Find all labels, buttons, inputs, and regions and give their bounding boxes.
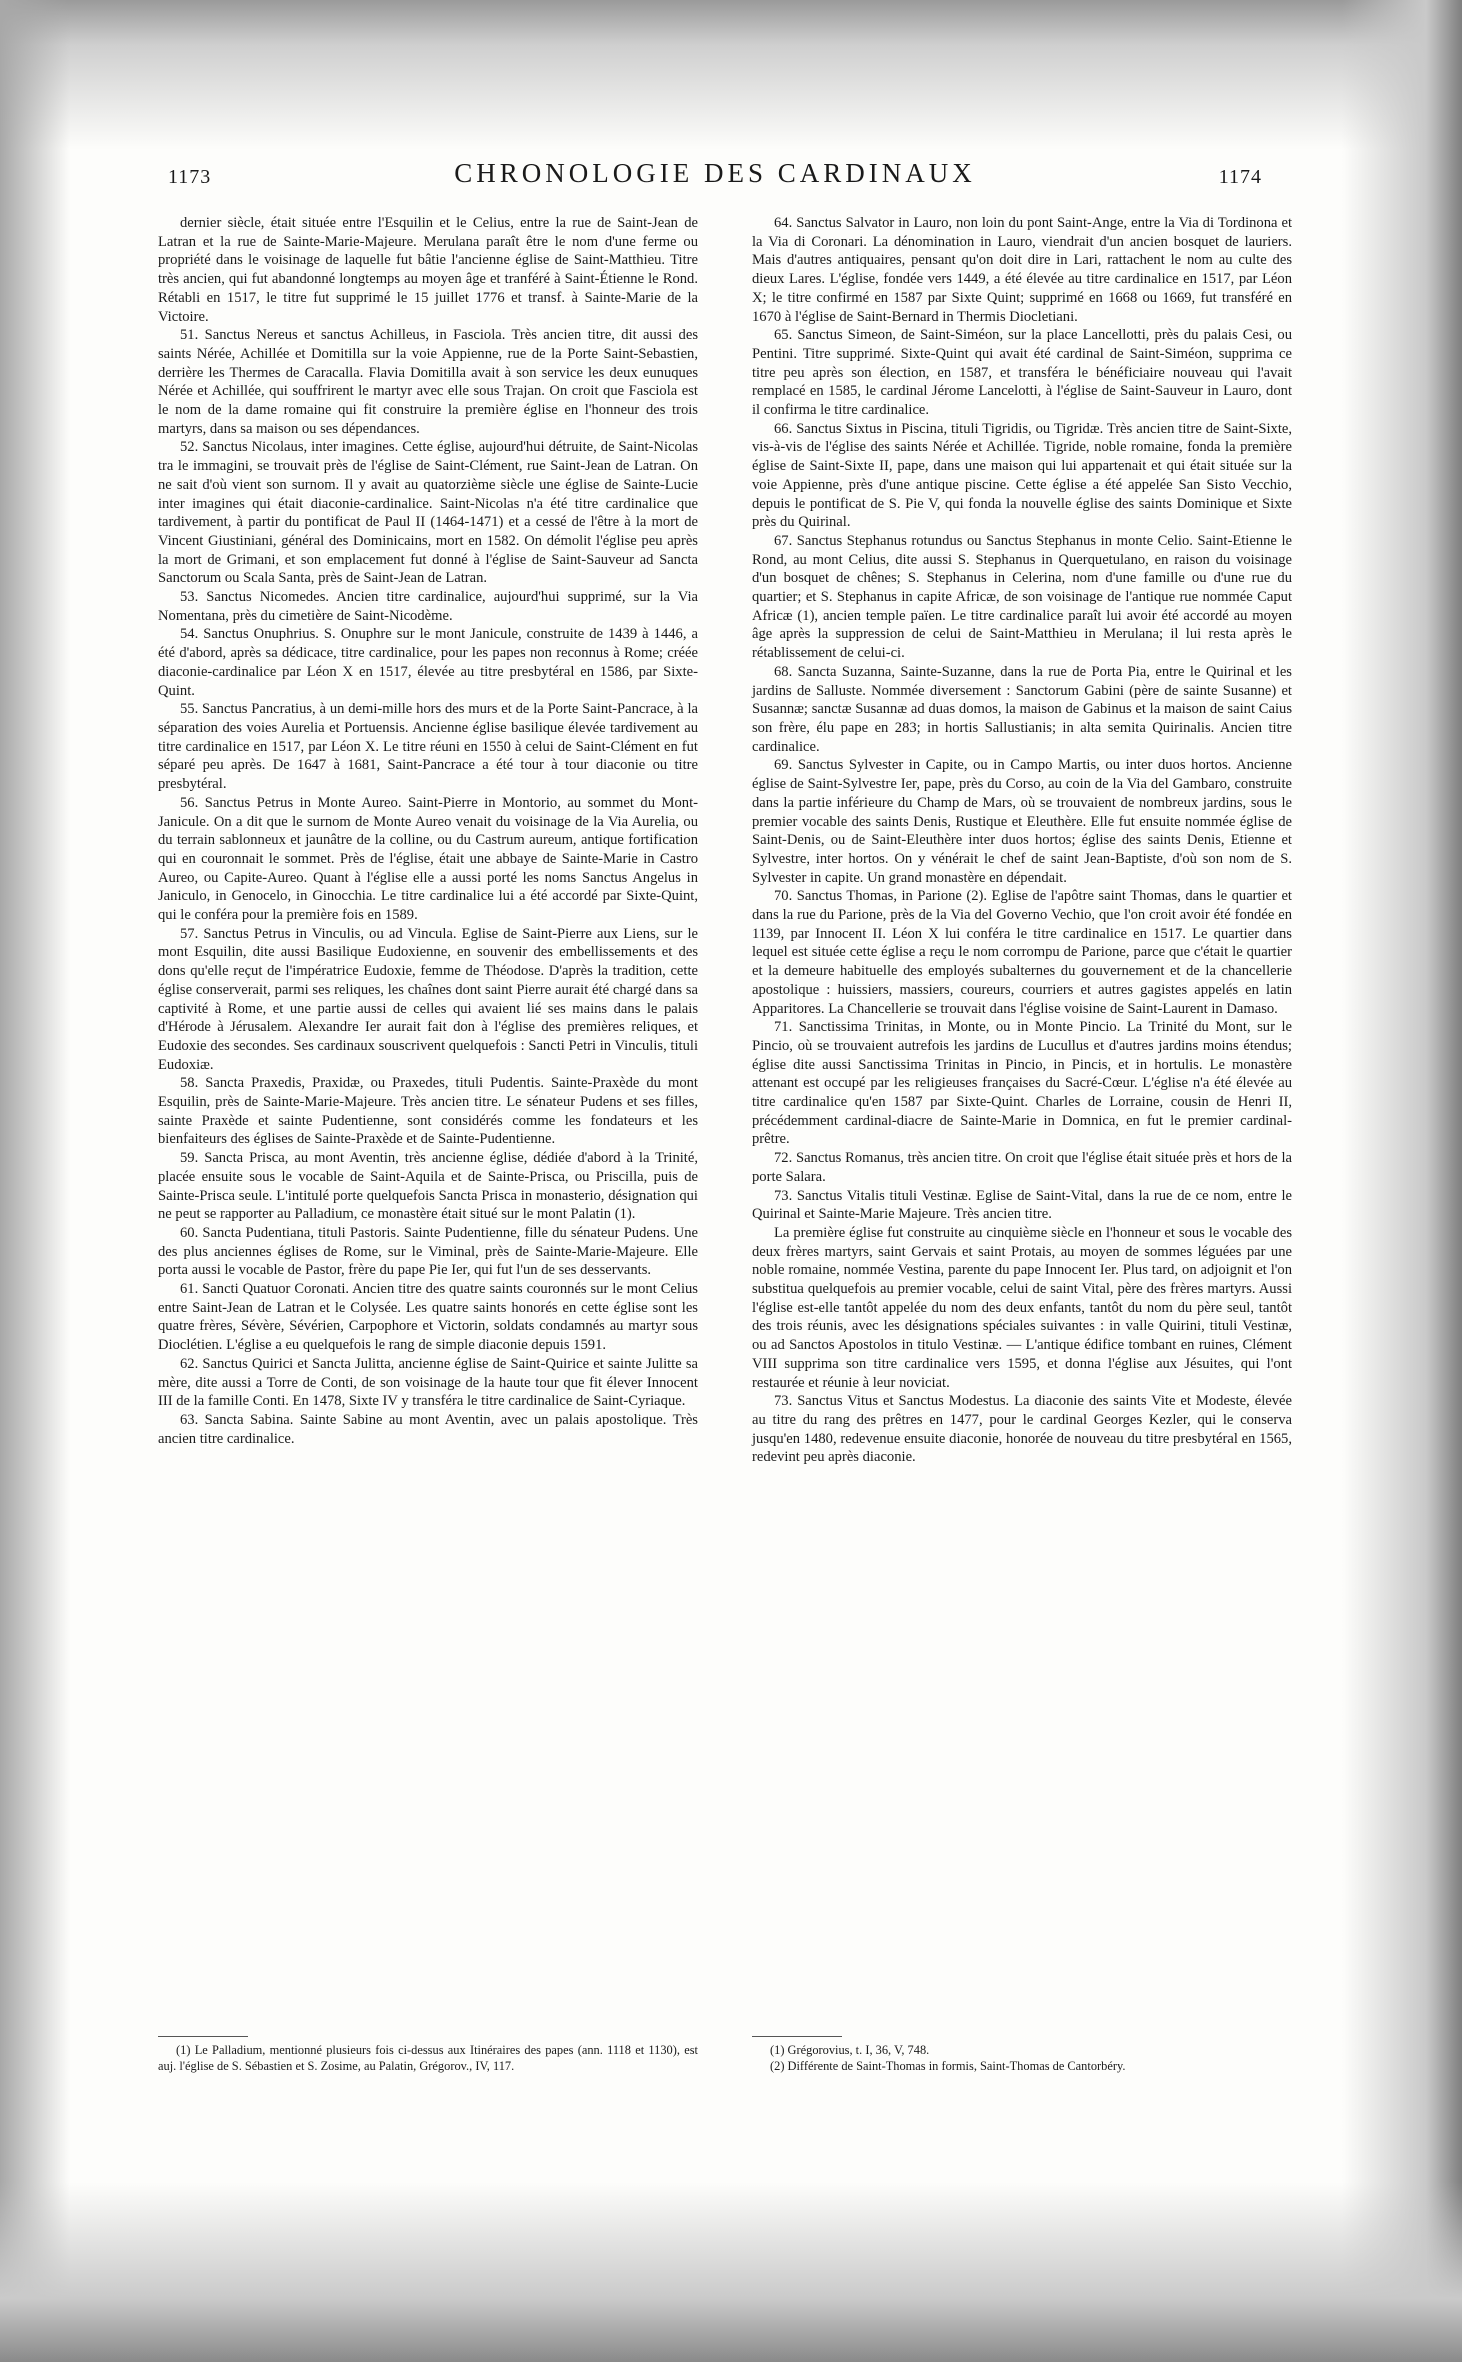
entry-57: 57. Sanctus Petrus in Vinculis, ou ad Vincula. Eglise de Saint-Pierre aux Liens, sur le mont Esquilin, dite aussi Basilique Eudoxienne, en souvenir des embellissements et des dons qu'elle reçut de l'impératrice Eudoxie, femme de Théodose. D'après la tradition, cette église conserverait, parmi ses reliques, les chaînes dont saint Pierre aurait été chargé dans sa captivité à Rome, et une partie aussi de celles qui avaient lié ses mains dans le palais d'Hérode à Jérusalem. Alexandre Ier aurait fait don à l'église des premières reliques, et Eudoxie des secondes. Ses cardinaux souscrivent quelquefois : Sancti Petri in Vinculis, tituli Eudoxiæ. [158,925,698,1073]
running-header [160,158,1270,198]
entry-56: 56. Sanctus Petrus in Monte Aureo. Saint-Pierre in Montorio, au sommet du Mont-Janicule. On a dit que le surnom de Monte Aureo venait du voisinage de la Via Aurelia, ou du terrain sablonneux et jaunâtre de la colline, ou du Castrum aureum, antique fortification qui en couronnait le sommet. Près de l'église, était une abbaye de Sainte-Marie in Castro Aureo, ou Capite-Aureo. Quant à l'église elle a aussi porté les noms Sanctus Angelus in Janiculo, in Genocelo, in Ginocchia. Le titre cardinalice lui a été accordé par Sixte-Quint, qui le conféra pour la première fois en 1589. [158,794,698,924]
left-text-column [158,214,698,1448]
entry-54: 54. Sanctus Onuphrius. S. Onuphre sur le mont Janicule, construite de 1439 à 1446, a été d'abord, après sa dédicace, titre cardinalice, pour les papes non reconnus à Rome; créée diaconie-cardinalice par Léon X en 1517, élevée au titre presbytéral en 1586, par Sixte-Quint. [158,626,698,699]
right-text-column [752,214,1292,1467]
left-footnotes [158,2042,698,2074]
entry-73-bis: 73. Sanctus Vitus et Sanctus Modestus. La diaconie des saints Vite et Modeste, élevée au titre du rang des prêtres en 1477, pour le cardinal Georges Kezler, qui le conserva jusqu'en 1480, redevenue ensuite diaconie, honorée de nouveau du titre presbytéral en 1565, redevint peu après diaconie. [752,1393,1292,1466]
right-footnotes [752,2042,1292,2074]
entry-73: 73. Sanctus Vitalis tituli Vestinæ. Eglise de Saint-Vital, dans la rue de ce nom, entre le Quirinal et Sainte-Marie Majeure. Très ancien titre. [752,1187,1292,1223]
entry-67: 67. Sanctus Stephanus rotundus ou Sanctus Stephanus in monte Celio. Saint-Etienne le Rond, au mont Celius, dite aussi S. Stephanus in Querquetulano, en raison du voisinage d'un bosquet de chênes; S. Stephanus in Celerina, nom d'une famille ou d'une rue du quartier; et S. Stephanus in capite Africæ, de son voisinage de l'antique rue nommée Caput Africæ (1), ancien temple païen. Le titre cardinalice paraît lui avoir été accordé au moyen âge après la suppression de celui de Saint-Matthieu in Merulana; il lui resta après le rétablissement de celui-ci. [752,532,1292,662]
entry-53: 53. Sanctus Nicomedes. Ancien titre cardinalice, aujourd'hui supprimé, sur la Via Nomentana, près du cimetière de Saint-Nicodème. [158,589,698,624]
entry-68: 68. Sancta Suzanna, Sainte-Suzanne, dans la rue de Porta Pia, entre le Quirinal et les jardins de Salluste. Nommée diversement : Sanctorum Gabini (père de sainte Susanne) et Susannæ; sanctæ Susannæ ad duas domos, la maison de Gabinus et la maison de saint Caius son frère, élu pape en 283; in hortis Sallustianis; in alta semita Quirinalis. Ancien titre cardinalice. [752,663,1292,755]
left-column-number: 1173 [168,166,212,188]
right-column-number: 1174 [1218,166,1262,188]
entry-66: 66. Sanctus Sixtus in Piscina, tituli Tigridis, ou Tigridæ. Très ancien titre de Saint-Sixte, vis-à-vis de l'église des saints Nérée et Achillée. Tigride, noble romaine, fonda la première église de Saint-Sixte II, pape, dans une maison qui lui appartenait et qui était située sur la voie Appienne, près d'une antique piscine. Cette église a été appelée San Sisto Vecchio, depuis le pontificat de S. Pie V, qui fonda la nouvelle église des saints Dominique et Sixte près du Quirinal. [752,420,1292,531]
entry-59: 59. Sancta Prisca, au mont Aventin, très ancienne église, dédiée d'abord à la Trinité, placée ensuite sous le vocable de Saint-Aquila et de Sainte-Prisca, ou Priscilla, puis de Sainte-Prisca seule. L'intitulé porte quelquefois Sancta Prisca in monasterio, désignation qui ne peut se rapporter au Palladium, ce monastère était situé sur le mont Palatin (1). [158,1150,698,1223]
entry-63: 63. Sancta Sabina. Sainte Sabine au mont Aventin, avec un palais apostolique. Très ancien titre cardinalice. [158,1412,698,1447]
entry-60: 60. Sancta Pudentiana, tituli Pastoris. Sainte Pudentienne, fille du sénateur Pudens. Une des plus anciennes églises de Rome, sur le Viminal, près de Sainte-Marie-Majeure. Elle porta aussi le vocable de Pastor, frère du pape Pie Ier, qui fut l'un de ses desservants. [158,1224,698,1279]
entry-52: 52. Sanctus Nicolaus, inter imagines. Cette église, aujourd'hui détruite, de Saint-Nicolas tra le immagini, se trouvait près de l'église de Saint-Clément, rue Saint-Jean de Latran. On ne sait d'où vient son surnom. Il y avait au quatorzième siècle une église de Sainte-Lucie inter imagines qui était diaconie-cardinalice. Saint-Nicolas n'a été titre cardinalice que tardivement, à partir du pontificat de Paul II (1464-1471) et a cessé de l'être à la mort de Vincent Giustiniani, général des Dominicains, mort en 1582. On démolit l'église peu après la mort de Grimani, et son emplacement fut donné à l'église de Saint-Sauveur ad Sancta Sanctorum ou Scala Santa, près de Saint-Jean de Latran. [158,439,698,587]
footnote: (1) Le Palladium, mentionné plusieurs fois ci-dessus aux Itinéraires des papes (ann. 1118 et 1130), est auj. l'église de S. Sébastien et S. Zosime, au Palatin, Grégorov., IV, 117. [158,2043,698,2073]
scan-shadow-bottom [0,2182,1462,2362]
scan-shadow-left [0,0,70,2362]
entry-65: 65. Sanctus Simeon, de Saint-Siméon, sur la place Lancellotti, près du palais Cesi, ou Pentini. Titre supprimé. Sixte-Quint qui avait été cardinal de Saint-Siméon, supprima ce titre peu après son élection, en 1587, et transféra le bénéficiaire nouveau qui l'avait remplacé en 1585, le cardinal Jérome Lancelotti, à l'église de Saint-Sauveur in Lauro, dont il confirma le titre cardinalice. [752,327,1292,419]
entry-62: 62. Sanctus Quirici et Sancta Julitta, ancienne église de Saint-Quirice et sainte Julitte sa mère, dite aussi a Torre de Conti, de son voisinage de la haute tour que fit élever Innocent III de la famille Conti. En 1478, Sixte IV y transféra le titre cardinalice de Saint-Cyriaque. [158,1355,698,1410]
entry-51: 51. Sanctus Nereus et sanctus Achilleus, in Fasciola. Très ancien titre, dit aussi des saints Nérée, Achillée et Domitilla sur la voie Appienne, rue de la Porte Saint-Sebastien, derrière les Thermes de Caracalla. Flavia Domitilla avait à son service les deux eunuques Nérée et Achillée, qui souffrirent le martyr avec elle sous Trajan. On croit que Fasciola est le nom de la dame romaine qui fit construire la première église en l'honneur des trois martyrs, dans sa maison ou ses dépendances. [158,327,698,437]
entry-71: 71. Sanctissima Trinitas, in Monte, ou in Monte Pincio. La Trinité du Mont, sur le Pincio, où se trouvaient autrefois les jardins de Lucullus et d'autres jardins moins étendus; église dite aussi Sanctissima Trinitas in Pincio, in Pincis, et in hortulis. Le monastère attenant est occupé par les religieuses françaises du Sacré-Cœur. L'église n'a été élevée au titre cardinalice qu'en 1587 par Sixte-Quint. Charles de Lorraine, cousin de Henri II, précédemment cardinal-diacre de Sainte-Marie in Domnica, en fut le premier cardinal-prêtre. [752,1019,1292,1148]
footnote: (1) Grégorovius, t. I, 36, V, 748. [770,2043,930,2057]
scan-shadow-top [0,0,1462,150]
paragraph: dernier siècle, était située entre l'Esquilin et le Celius, entre la rue de Saint-Jean de Latran et la rue de Sainte-Marie-Majeure. Merulana paraît être le nom d'une ferme ou propriété dans le voisinage de laquelle fut bâtie l'ancienne église de Saint-Matthieu. Titre très ancien, qui fut abandonné longtemps au moyen âge et tranféré à Saint-Étienne le Rond. Rétabli en 1517, le titre fut supprimé le 15 juillet 1776 et transf. à Sainte-Marie de la Victoire. [158,215,698,325]
entry-72: 72. Sanctus Romanus, très ancien titre. On croit que l'église était située près et hors de la porte Salara. [752,1150,1292,1185]
footnote-rule [752,2036,842,2037]
paragraph: La première église fut construite au cinquième siècle en l'honneur et sous le vocable des deux frères martyrs, saint Gervais et saint Protais, au moyen de sommes léguées par une noble romaine, nommée Vestina, parente du pape Innocent Ier. Plus tard, on adjoignit et l'on substitua quelquefois au premier vocable, celui de saint Vital, père des frères martyrs. Aussi l'église est-elle tantôt appelée du nom des deux enfants, tantôt du nom du père seul, tantôt des trois réunis, avec les désignations spéciales suivantes : in valle Quirini, tituli Vestinæ, ou ad Sanctos Apostolos in titulo Vestinæ. — L'antique édifice tombant en ruines, Clément VIII supprima son titre cardinalice vers 1595, et donna l'église aux Jésuites, qui l'ont restaurée et réunie à leur noviciat. [752,1224,1292,1391]
entry-55: 55. Sanctus Pancratius, à un demi-mille hors des murs et de la Porte Saint-Pancrace, à la séparation des voies Aurelia et Portuensis. Ancienne église basilique élevée tardivement au titre cardinalice en 1517, par Léon X. Le titre réuni en 1550 à celui de Saint-Clément en fut séparé peu après. De 1647 à 1681, Saint-Pancrace a été tour à tour diaconie ou titre presbytéral. [158,701,698,793]
entry-58: 58. Sancta Praxedis, Praxidæ, ou Praxedes, tituli Pudentis. Sainte-Praxède du mont Esquilin, près de Sainte-Marie-Majeure. Très ancien titre. Le sénateur Pudens et ses filles, sainte Praxède et sainte Pudentienne, sont considérés comme les fondateurs et les bienfaiteurs des églises de Sainte-Praxède et de Sainte-Pudentienne. [158,1075,698,1148]
entry-69: 69. Sanctus Sylvester in Capite, ou in Campo Martis, ou inter duos hortos. Ancienne église de Saint-Sylvestre Ier, pape, près du Corso, au coin de la Via del Gambaro, construite dans la partie inférieure du Champ de Mars, où se trouvaient de nombreux jardins, sous le premier vocable des saints Denis, Rustique et Eleuthère. Elle fut ensuite nommée église de Saint-Denis, ou de Saint-Eleuthère inter duos hortos; église des saints Denis, Etienne et Sylvestre, inter hortos. On y vénérait le chef de saint Jean-Baptiste, d'où son nom de S. Sylvester in capite. Un grand monastère en dépendait. [752,757,1292,886]
entry-70: 70. Sanctus Thomas, in Parione (2). Eglise de l'apôtre saint Thomas, dans le quartier et dans la rue du Parione, près de la Via del Governo Vechio, que l'on croit avoir été fondée en 1139, par Innocent II. Léon X lui conféra le titre cardinalice en 1517. Le quartier dans lequel est située cette église a reçu le nom corrompu de Parione, parce que c'était le quartier et la demeure habituelle des employés subalternes du gouvernement et de la chancellerie apostolique : huissiers, massiers, coureurs, courriers et autres gagistes appelés en latin Apparitores. La Chancellerie se trouvait dans l'église voisine de Saint-Laurent in Damaso. [752,888,1292,1017]
page-title: CHRONOLOGIE DES CARDINAUX [454,158,976,188]
scan-shadow-right [1342,0,1462,2362]
entry-64: 64. Sanctus Salvator in Lauro, non loin du pont Saint-Ange, entre la Via di Tordinona et la Via di Coronari. La dénomination in Lauro, viendrait d'un ancien bosquet de lauriers. Mais d'autres antiquaires, pensant qu'on doit dire in Lari, rattachent le nom au culte des dieux Lares. L'église, fondée vers 1449, a été élevée au titre cardinalice en 1517, par Léon X; le titre confirmé en 1587 par Sixte Quint; supprimé en 1668 ou 1669, fut transféré en 1670 à l'église de Saint-Bernard in Thermis Diocletiani. [752,215,1292,325]
footnote: (2) Différente de Saint-Thomas in formis, Saint-Thomas de Cantorbéry. [770,2059,1126,2073]
footnote-rule [158,2036,248,2037]
entry-61: 61. Sancti Quatuor Coronati. Ancien titre des quatre saints couronnés sur le mont Celius entre Saint-Jean de Latran et le Colysée. Les quatre saints honorés en cette église sont les quatre frères, Sévère, Sévérien, Carpophore et Victorin, soldats condamnés au martyr sous Dioclétien. L'église a eu quelquefois le rang de simple diaconie depuis 1591. [158,1281,698,1354]
